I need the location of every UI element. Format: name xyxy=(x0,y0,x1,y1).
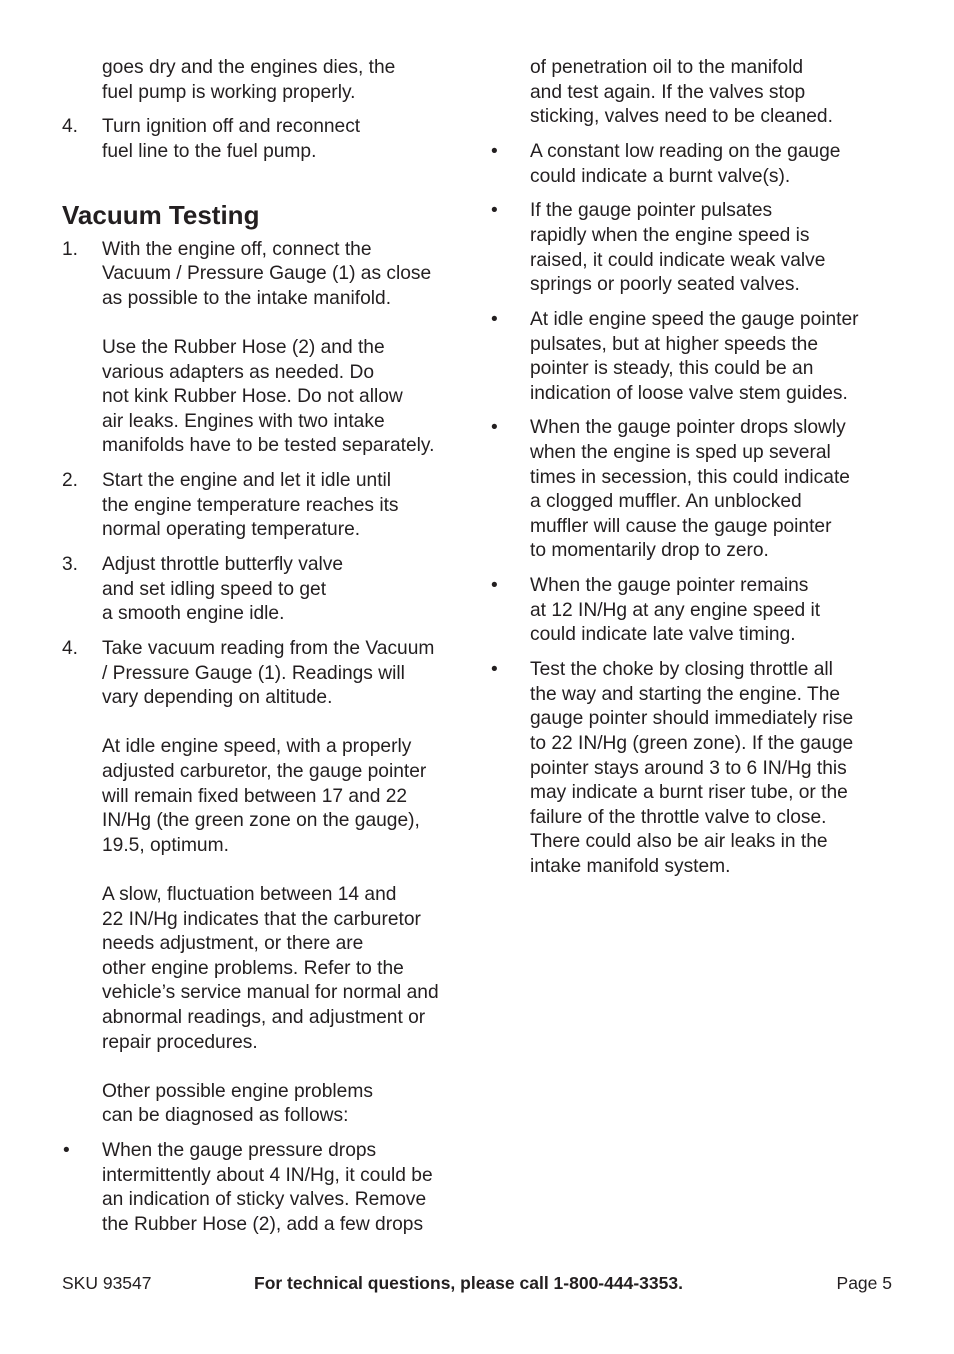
sku-label: SKU 93547 xyxy=(62,1273,152,1293)
bullet-text: Test the choke by closing throttle all the way and starting the engine. The gauge pointer should immediately rise to 22 IN/Hg (green zone). If the gauge pointer stays around 3 to 6 IN/Hg this may indicate a burnt riser tube, or the failure of the throttle valve to close. There could also be air leaks in the intake manifold system. xyxy=(530,659,854,877)
section-heading: Vacuum Testing xyxy=(62,199,260,230)
bullet-mark: • xyxy=(491,200,498,222)
bullet-text: If the gauge pointer pulsates rapidly when the engine speed is raised, it could indicate weak valve springs or poorly seated valves. xyxy=(530,200,826,296)
step-subtext: A slow, fluctuation between 14 and 22 IN/Hg indicates that the carburetor needs adjustment, or there are other engine problems. Refer to the vehicle’s service manual for normal and abnormal readings, and adjustment or repair procedures. xyxy=(102,883,439,1053)
page-footer xyxy=(62,1273,892,1297)
bullet-item xyxy=(490,140,900,189)
vacuum-step-3 xyxy=(62,553,482,627)
page-number: Page 5 xyxy=(836,1273,892,1293)
step-subtext: Use the Rubber Hose (2) and the various adapters as needed. Do not kink Rubber Hose. Do not allow air leaks. Engines with two intake manifolds have to be tested separately. xyxy=(102,336,435,457)
step-number: 2. xyxy=(62,470,79,492)
bullet-text: At idle engine speed the gauge pointer pulsates, but at higher speeds the pointer is steady, this could be an indication of loose valve stem guides. xyxy=(530,308,859,404)
step-text: Adjust throttle butterfly valve and set idling speed to get a smooth engine idle. xyxy=(102,554,344,625)
bullet-text: When the gauge pressure drops intermittently about 4 IN/Hg, it could be an indication of sticky valves. Remove the Rubber Hose (2), add a few drops xyxy=(102,1140,433,1235)
bullet-text: When the gauge pointer drops slowly when the engine is sped up several times in secession, this could indicate a clogged muffler. An unblocked muffler will cause the gauge pointer to momentarily drop to zero. xyxy=(530,417,850,562)
bullet-mark: • xyxy=(491,575,498,597)
bullet-mark: • xyxy=(491,417,498,439)
step-number: 4. xyxy=(62,638,79,660)
bullet-item xyxy=(490,574,900,648)
prev-step-4 xyxy=(62,115,482,164)
step-number: 1. xyxy=(62,238,79,260)
bullet-mark: • xyxy=(491,140,498,162)
bullet-mark: • xyxy=(491,308,498,330)
vacuum-step-4 xyxy=(62,637,482,1129)
intro-text: goes dry and the engines dies, the fuel pump is working properly. xyxy=(102,57,396,103)
bullet-item xyxy=(490,416,900,564)
bullet-text: When the gauge pointer remains at 12 IN/Hg at any engine speed it could indicate late valve timing. xyxy=(530,575,821,646)
left-column xyxy=(62,56,482,1248)
step-text: With the engine off, connect the Vacuum / Pressure Gauge (1) as close as possible to the intake manifold. xyxy=(102,238,432,309)
tech-support-line: For technical questions, please call 1-800-444-3353. xyxy=(254,1273,683,1293)
step-text: Take vacuum reading from the Vacuum / Pressure Gauge (1). Readings will vary depending on altitude. xyxy=(102,638,435,709)
vacuum-step-2 xyxy=(62,469,482,543)
vacuum-step-1 xyxy=(62,238,482,459)
step-text: Turn ignition off and reconnect fuel line to the fuel pump. xyxy=(102,116,361,162)
continued-text: of penetration oil to the manifold and test again. If the valves stop sticking, valves need to be cleaned. xyxy=(530,57,833,128)
step-text: Start the engine and let it idle until the engine temperature reaches its normal operating temperature. xyxy=(102,470,399,541)
step-number: 3. xyxy=(62,554,79,576)
step-subtext: Other possible engine problems can be diagnosed as follows: xyxy=(102,1080,373,1127)
bullet-item xyxy=(490,308,900,406)
right-column xyxy=(490,56,900,890)
bullet-text: A constant low reading on the gauge could indicate a burnt valve(s). xyxy=(530,140,841,187)
bullet-item xyxy=(62,1139,482,1237)
step-number: 4. xyxy=(62,116,79,138)
bullet-item xyxy=(490,658,900,879)
bullet-mark: • xyxy=(63,1140,70,1162)
step-subtext: At idle engine speed, with a properly adjusted carburetor, the gauge pointer will remain fixed between 17 and 22 IN/Hg (the green zone on the gauge), 19.5, optimum. xyxy=(102,736,427,856)
bullet-mark: • xyxy=(491,659,498,681)
bullet-item xyxy=(490,199,900,297)
